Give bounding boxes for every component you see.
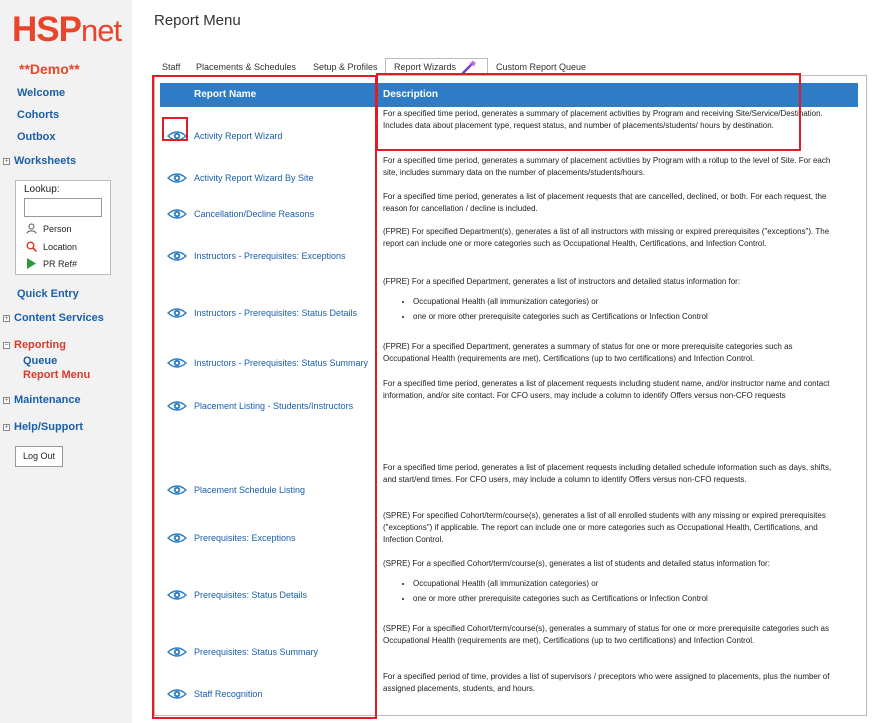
person-icon — [26, 223, 37, 234]
view-report-icon[interactable] — [167, 589, 187, 601]
report-description — [383, 276, 833, 324]
description-text: For a specified time period, generates a list of placement requests including detailed schedule information such as days, shifts, and start/end times. For CFO users, may include a column to identify Offers versus non-CFO requests. — [383, 463, 832, 484]
report-description — [383, 510, 833, 546]
report-description — [383, 341, 833, 365]
description-text: For a specified time period, generates a summary of placement activities by Program with a rollup to the level of Site. For each site, includes summary data on the number of placements/students/hours. — [383, 156, 831, 177]
view-report-icon[interactable] — [167, 532, 187, 544]
tab-staff[interactable]: Staff — [162, 62, 181, 72]
nav-report-menu[interactable]: Report Menu — [23, 369, 91, 381]
play-icon — [26, 258, 37, 269]
col-description: Description — [378, 83, 858, 107]
lookup-panel — [15, 180, 111, 275]
col-report-name: Report Name — [160, 83, 378, 107]
tab-custom-report-queue[interactable]: Custom Report Queue — [496, 62, 587, 72]
nav-cohorts[interactable]: Cohorts — [17, 109, 60, 121]
expand-icon[interactable]: + — [4, 157, 9, 165]
report-description — [383, 462, 833, 486]
expand-icon[interactable]: + — [4, 314, 9, 322]
report-description — [383, 226, 833, 250]
view-report-icon[interactable] — [167, 250, 187, 262]
tab-placements-schedules[interactable]: Placements & Schedules — [196, 62, 297, 72]
lookup-label: Lookup: — [24, 184, 60, 195]
view-report-icon[interactable] — [167, 646, 187, 658]
report-name-link[interactable]: Prerequisites: Status Details — [194, 590, 308, 600]
report-name-link[interactable]: Instructors - Prerequisites: Status Details — [194, 308, 358, 318]
description-text: For a specified time period, generates a summary of placement activities by Program and receiving Site/Service/Destination. Includes data about placement type, request status, and number of placements/students/ hours by destination. — [383, 109, 823, 130]
view-report-icon[interactable] — [167, 400, 187, 412]
page-title: Report Menu — [154, 12, 241, 29]
view-report-icon[interactable] — [167, 357, 187, 369]
description-bullets — [413, 576, 833, 606]
bullet-item: • Occupational Health (all immunization categories) or — [413, 294, 833, 309]
description-text: (SPRE) For a specified Cohort/term/course(s), generates a list of students and detailed status information for: — [383, 559, 770, 568]
report-name-link[interactable]: Placement Schedule Listing — [194, 485, 306, 495]
report-description — [383, 558, 833, 606]
sidebar — [0, 0, 132, 723]
report-name-link[interactable]: Instructors - Prerequisites: Exceptions — [194, 251, 346, 261]
report-description — [383, 623, 833, 647]
description-bullets — [413, 294, 833, 324]
report-description — [383, 378, 833, 402]
description-text: (SPRE) For a specified Cohort/term/course(s), generates a summary of status for one or more prerequisite categories such as Occupational Health (requirements are met), Certifications (up to two certifications) and Infection Control. — [383, 624, 829, 645]
bullet-item: • Occupational Health (all immunization categories) or — [413, 576, 833, 591]
expand-icon[interactable]: + — [4, 423, 9, 431]
report-name-link[interactable]: Activity Report Wizard — [194, 131, 283, 141]
collapse-icon[interactable]: − — [4, 341, 9, 349]
report-name-link[interactable]: Prerequisites: Status Summary — [194, 647, 319, 657]
report-description — [383, 108, 833, 132]
report-description — [383, 671, 833, 695]
report-name-link[interactable]: Cancellation/Decline Reasons — [194, 209, 315, 219]
report-name-link[interactable]: Activity Report Wizard By Site — [194, 173, 314, 183]
description-text: For a specified period of time, provides a list of supervisors / preceptors who were assigned to placements, plus the number of assigned placements, students, and hours. — [383, 672, 830, 693]
description-text: (FPRE) For a specified Department, generates a summary of status for one or more prerequisite categories such as Occupational Health (requirements are met), Certifications (up to two certifications) and Infection Control. — [383, 342, 793, 363]
nav-content-services[interactable]: + Content Services — [4, 312, 104, 324]
tab-report-wizards-label: Report Wizards — [394, 62, 457, 72]
bullet-item: • one or more other prerequisite categories such as Certifications or Infection Control — [413, 309, 833, 324]
report-description — [383, 155, 833, 179]
location-search-icon — [26, 241, 37, 252]
hspnet-logo[interactable]: HSPnet — [12, 10, 122, 49]
tab-setup-profiles[interactable]: Setup & Profiles — [313, 62, 378, 72]
nav-welcome[interactable]: Welcome — [17, 87, 66, 99]
nav-quick-entry[interactable]: Quick Entry — [17, 288, 79, 300]
demo-label: **Demo** — [19, 61, 80, 77]
description-text: For a specified time period, generates a list of placement requests including student name, and/or instructor name and contact information, and/or site contact. For CFO users, may include a column to identify Offers versus non-CFO requests — [383, 379, 830, 400]
lookup-person[interactable]: Person — [26, 223, 72, 234]
view-report-icon[interactable] — [167, 484, 187, 496]
nav-outbox[interactable]: Outbox — [17, 131, 56, 143]
description-text: (FPRE) For a specified Department, generates a list of instructors and detailed status information for: — [383, 277, 741, 286]
description-text: (FPRE) For specified Department(s), generates a list of all instructors with missing or expired prerequisites ("exceptions"). The report can include one or more categories such as Occupational Health, Certifications, and Infection Control. — [383, 227, 830, 248]
magic-wand-icon — [461, 60, 477, 74]
bullet-item: • one or more other prerequisite categories such as Certifications or Infection Control — [413, 591, 833, 606]
tab-report-wizards[interactable] — [385, 58, 488, 75]
view-report-icon[interactable] — [167, 688, 187, 700]
view-report-icon[interactable] — [167, 307, 187, 319]
view-report-icon[interactable] — [167, 172, 187, 184]
report-description — [383, 191, 833, 215]
report-name-link[interactable]: Instructors - Prerequisites: Status Summary — [194, 358, 369, 368]
nav-worksheets[interactable]: + Worksheets — [4, 155, 77, 167]
view-report-icon[interactable] — [167, 130, 187, 142]
nav-queue[interactable]: Queue — [23, 355, 58, 367]
report-name-link[interactable]: Staff Recognition — [194, 689, 263, 699]
report-name-link[interactable]: Placement Listing - Students/Instructors — [194, 401, 354, 411]
view-report-icon[interactable] — [167, 208, 187, 220]
lookup-location[interactable]: Location — [26, 241, 77, 252]
description-text: For a specified time period, generates a list of placement requests that are cancelled, declined, or both. For each request, the reason for cancellation / decline is included. — [383, 192, 827, 213]
nav-maintenance[interactable]: + Maintenance — [4, 394, 81, 406]
lookup-pr-ref[interactable]: PR Ref# — [26, 258, 77, 269]
nav-reporting[interactable]: − Reporting — [4, 339, 66, 351]
lookup-input[interactable] — [24, 198, 102, 217]
log-out-button[interactable]: Log Out — [15, 446, 63, 467]
nav-help-support[interactable]: + Help/Support — [4, 421, 84, 433]
expand-icon[interactable]: + — [4, 396, 9, 404]
description-text: (SPRE) For specified Cohort/term/course(s), generates a list of all enrolled students with any missing or expired prerequisites ("exceptions") if applicable. The report can include one or more categories such as Occupational Health, Certifications, and Infection Control. — [383, 511, 826, 544]
report-name-link[interactable]: Prerequisites: Exceptions — [194, 533, 296, 543]
